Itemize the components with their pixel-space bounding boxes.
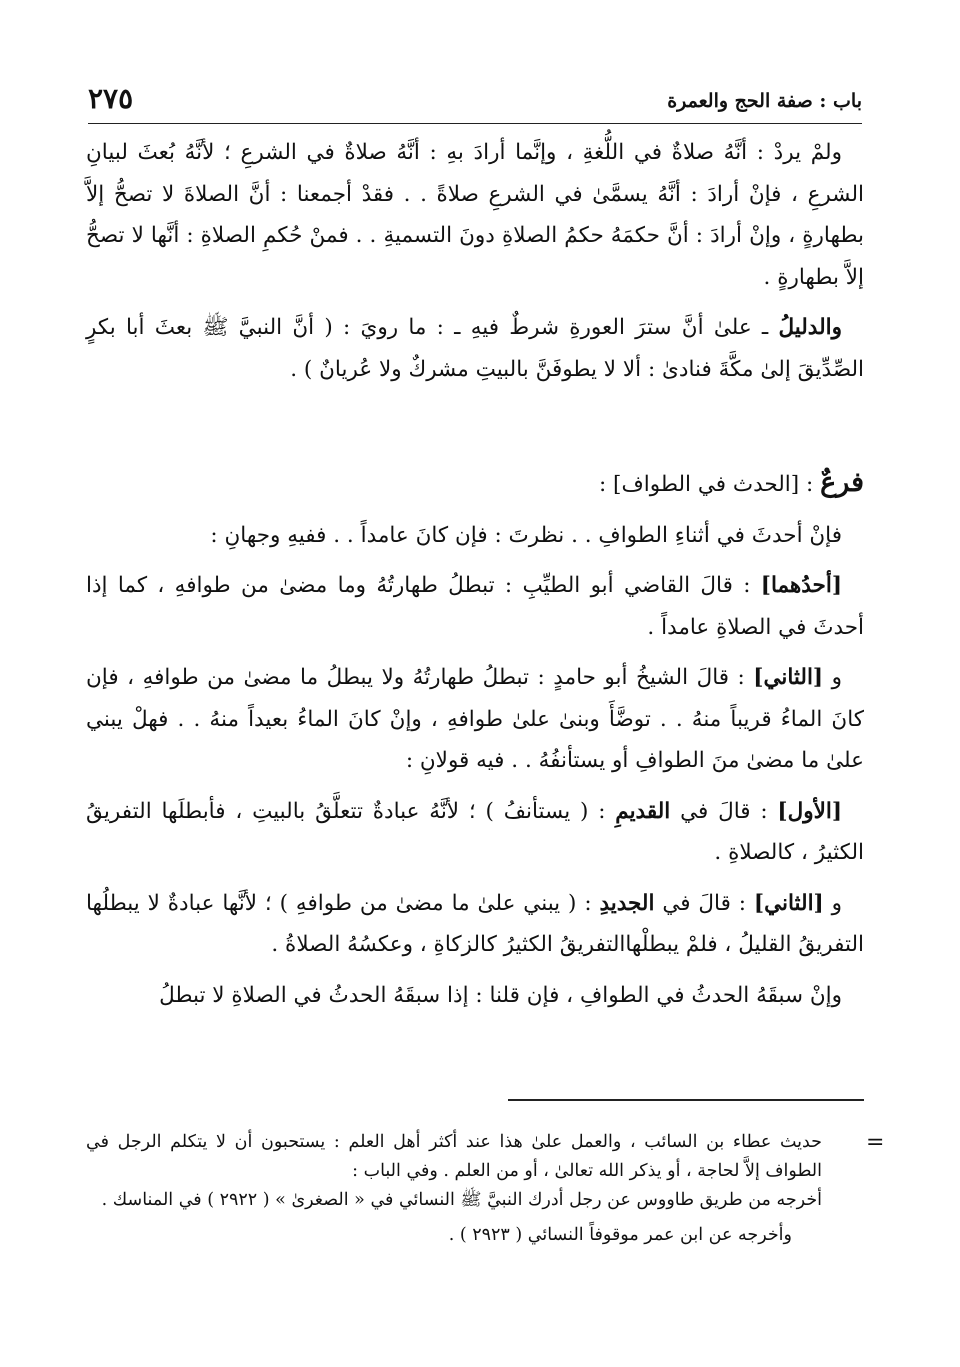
paragraph-2-text: ـ علىٰ أنَّ سترَ العورةِ شرطٌ فيهِ ـ : ما رويَ : ( أنَّ النبيَّ ﷺ بعثَ أبا بكرٍ الصِّدِّيقَ إلىٰ مكَّةَ فنادىٰ : ألا لا يطوفَنَّ بالبيتِ مشركٌ ولا عُريانٌ ) . — [86, 315, 864, 382]
footnote-rule — [508, 1099, 864, 1101]
old-school-term: القديمِ — [615, 798, 671, 824]
main-text — [86, 132, 864, 1016]
footnote-3: وأخرجه عن ابن عمر موقوفاً النسائي ( ٢٩٢٣ ) . — [448, 1225, 792, 1245]
conjunction: و — [823, 890, 843, 916]
continuation-marker: = — [866, 1130, 885, 1155]
footnote-2: أخرجه من طريق طاووس عن رجل أدرك النبيَّ ﷺ النسائي في « الصغرىٰ » ( ٢٩٢٢ ) في المناسك . — [101, 1190, 822, 1210]
new-school-term: الجديدِ — [599, 890, 655, 916]
running-header — [88, 82, 862, 118]
paragraph-4 — [86, 565, 864, 648]
first-opinion-label: [الأول] — [777, 798, 842, 824]
page-number: ٢٧٥ — [88, 82, 134, 115]
paragraph-7-mid: : قالَ في — [654, 890, 754, 916]
header-rule — [88, 123, 862, 124]
chapter-title: باب : صفة الحج والعمرة — [667, 90, 862, 112]
second-view-label: [الثاني] — [753, 665, 824, 690]
paragraph-3: فإنْ أحدثَ في أثناءِ الطوافِ . . نظرتَ : فإن كانَ عامداً . . ففيهِ وجهانِ : — [210, 522, 842, 548]
footnotes — [86, 1128, 822, 1250]
paragraph-6-mid: : قالَ في — [670, 798, 778, 824]
conjunction: و — [823, 665, 842, 690]
paragraph-7-text: : ( يبني علىٰ ما مضىٰ من طوافهِ ) ؛ لأنَّها عبادةٌ لا يبطلُها التفريقُ القليلُ ، فلمْ يبطلْهاالتفريقُ الكثيرُ كالزكاةِ ، وعكسُهُ الصلاةُ . — [86, 890, 864, 957]
paragraph-4-text: : قالَ القاضي أبو الطيِّبِ : تبطلُ طهارتُهُ وما مضىٰ من طوافهِ ، كما إذا أحدثَ في الصلاةِ عامداً . — [86, 573, 864, 640]
footnote-1: حديث عطاء بن السائب ، والعمل علىٰ هذا عند أكثر أهل العلم : يستحبون أن لا يتكلم الرجل في الطواف إلاَّ لحاجة ، أو يذكر الله تعالىٰ ، أو من العلم . وفي الباب : — [86, 1132, 822, 1181]
paragraph-6 — [86, 791, 864, 874]
paragraph-5-text: : قالَ الشيخُ أبو حامدٍ : تبطلُ طهارتُهُ ولا يبطلُ ما مضىٰ من طوافهِ ، فإن كانَ الماءُ قريباً منهُ . . توضَّأَ وبنىٰ علىٰ طوافهِ ، وإنْ كانَ الماءُ بعيداً منهُ . . فهلْ يبني علىٰ ما مضىٰ منَ الطوافِ أو يستأنفُهُ . . فيه قولانِ : — [86, 665, 864, 773]
first-view-label: [أحدُهما] — [760, 573, 842, 598]
paragraph-7 — [86, 883, 864, 966]
far-label: فرعٌ — [820, 467, 864, 498]
paragraph-1: ولمْ يردْ : أنَّهُ صلاةٌ في اللُّغةِ ، وإنَّما أرادَ بهِ : أنَّهُ صلاةٌ في الشرعِ ؛ لأنَّهُ بُعثَ لبيانِ الشرعِ ، فإنْ أرادَ : أنَّهُ يسمَّىٰ في الشرعِ صلاةً . . فقدْ أجمعنا : أنَّ الصلاةَ لا تصحُّ إلاَّ بطهارةٍ ، وإنْ أرادَ : أنَّ حكمَهُ حكمُ الصلاةِ دونَ التسميةِ . . فمنْ حُكمِ الصلاةِ : أنَّها لا تصحُّ إلاَّ بطهارةٍ . — [86, 140, 864, 290]
paragraph-6-text: : ( يستأنفُ ) ؛ لأنَّهُ عبادةٌ تتعلَّقُ بالبيتِ ، فأبطلَها التفريقُ الكثيرُ ، كالصلاةِ . — [86, 798, 864, 865]
paragraph-5 — [86, 657, 864, 782]
paragraph-8: وإنْ سبقَهُ الحدثُ في الطوافِ ، فإن قلنا : إذا سبقَهُ الحدثُ في الصلاةِ لا تبطلُ — [159, 982, 842, 1008]
section-heading — [86, 462, 864, 506]
section-heading-text: : [الحدث في الطواف] : — [598, 472, 821, 497]
paragraph-2 — [86, 307, 864, 390]
evidence-heading: والدليلُ — [778, 315, 842, 340]
second-opinion-label: [الثاني] — [753, 890, 824, 916]
